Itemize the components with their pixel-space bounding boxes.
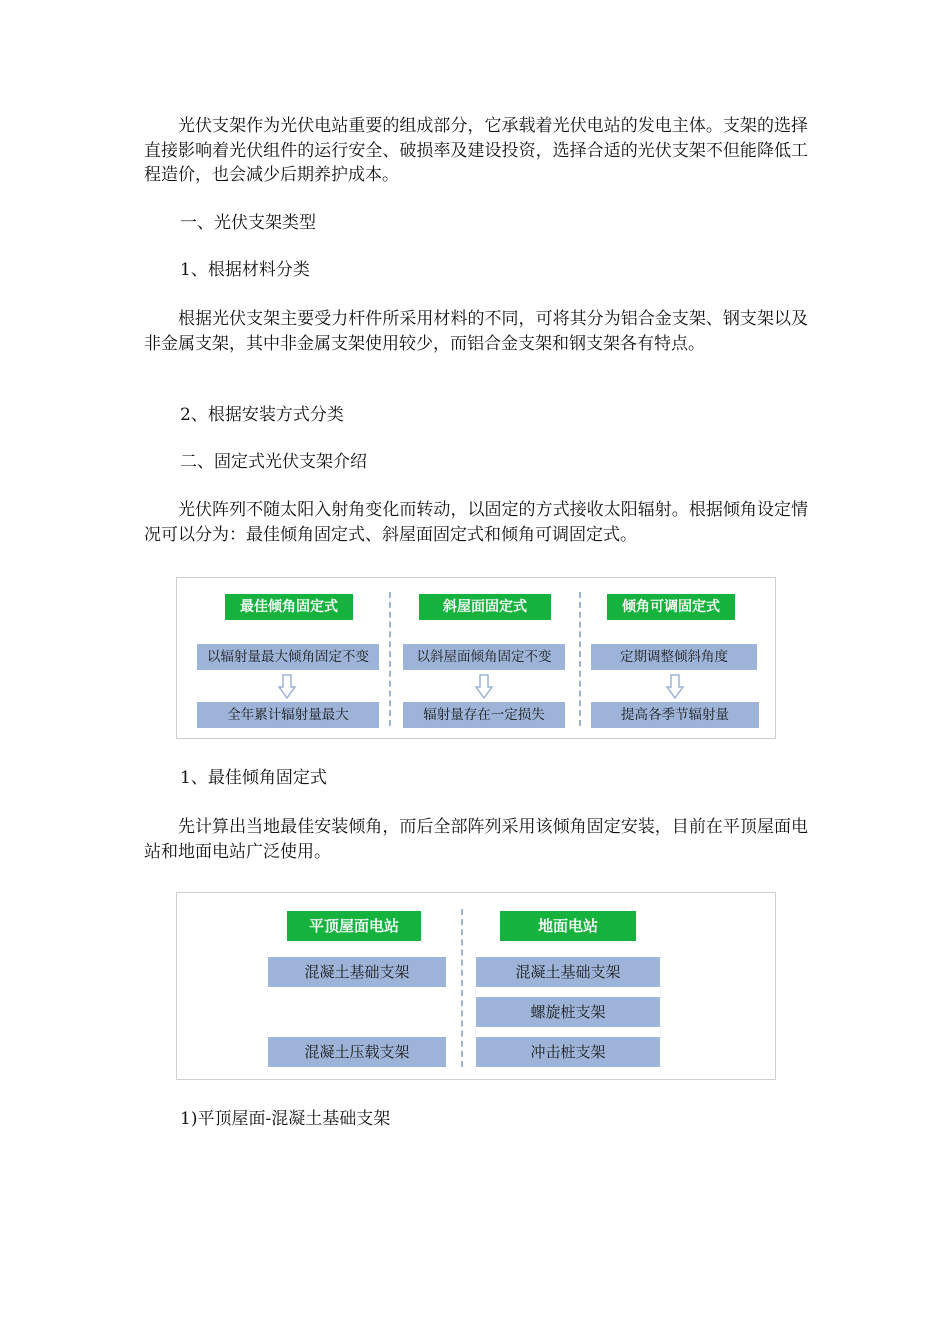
heading-optimal-tilt: 1、最佳倾角固定式: [180, 768, 327, 788]
material-paragraph: 根据光伏支架主要受力杆件所采用材料的不同，可将其分为铝合金支架、钢支架以及非金属支架，其中非金属支架使用较少，而铝合金支架和钢支架各有特点。: [144, 309, 808, 354]
box-ground-concrete-foundation: 混凝土基础支架: [476, 957, 660, 987]
box-optimal-bottom: 全年累计辐射量最大: [197, 702, 379, 728]
flat-roof-ground-diagram: [176, 892, 776, 1080]
box-adjustable-top: 定期调整倾斜角度: [591, 644, 757, 670]
down-arrow-icon: [278, 674, 296, 700]
tag-sloped-roof: 斜屋面固定式: [419, 594, 551, 620]
box-optimal-top: 以辐射量最大倾角固定不变: [197, 644, 379, 670]
tag-adjustable-tilt: 倾角可调固定式: [607, 594, 735, 620]
box-flat-roof-concrete-ballast: 混凝土压载支架: [268, 1037, 446, 1067]
down-arrow-icon: [475, 674, 493, 700]
heading-fixed-bracket-intro: 二、固定式光伏支架介绍: [180, 452, 367, 472]
fixed-types-diagram: [176, 577, 776, 739]
box-ground-screw-pile: 螺旋桩支架: [476, 997, 660, 1027]
column-divider: [389, 592, 391, 726]
box-sloped-bottom: 辐射量存在一定损失: [403, 702, 565, 728]
fixed-paragraph: 光伏阵列不随太阳入射角变化而转动，以固定的方式接收太阳辐射。根据倾角设定情况可以分为：最佳倾角固定式、斜屋面固定式和倾角可调固定式。: [144, 500, 808, 545]
box-flat-roof-concrete-foundation: 混凝土基础支架: [268, 957, 446, 987]
heading-flat-roof-concrete-foundation: 1)平顶屋面-混凝土基础支架: [180, 1109, 391, 1129]
box-sloped-top: 以斜屋面倾角固定不变: [403, 644, 565, 670]
heading-pv-bracket-types: 一、光伏支架类型: [180, 213, 316, 233]
box-adjustable-bottom: 提高各季节辐射量: [591, 702, 759, 728]
tag-optimal-tilt: 最佳倾角固定式: [225, 594, 353, 620]
box-ground-impact-pile: 冲击桩支架: [476, 1037, 660, 1067]
column-divider: [461, 909, 463, 1067]
intro-paragraph: 光伏支架作为光伏电站重要的组成部分，它承载着光伏电站的发电主体。支架的选择直接影响着光伏组件的运行安全、破损率及建设投资，选择合适的光伏支架不但能降低工程造价，也会减少后期养护成本。: [144, 116, 808, 185]
optimal-paragraph: 先计算出当地最佳安装倾角，而后全部阵列采用该倾角固定安装，目前在平顶屋面电站和地面电站广泛使用。: [144, 817, 808, 862]
tag-flat-roof-station: 平顶屋面电站: [287, 911, 421, 941]
down-arrow-icon: [666, 674, 684, 700]
heading-by-install-method: 2、根据安装方式分类: [180, 405, 344, 425]
heading-by-material: 1、根据材料分类: [180, 260, 310, 280]
tag-ground-station: 地面电站: [500, 911, 636, 941]
column-divider: [579, 592, 581, 726]
